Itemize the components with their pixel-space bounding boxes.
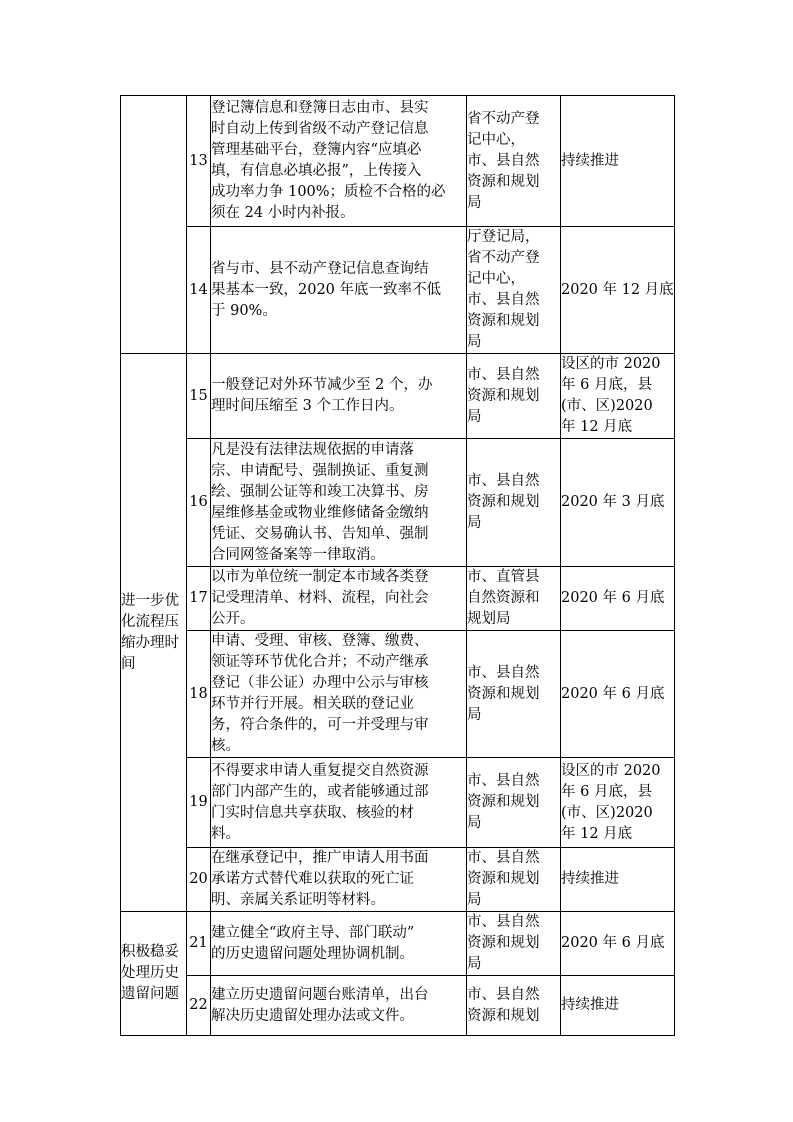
content-line: 果基本一致，2020 年底一致率不低 (211, 281, 442, 298)
content-cell (211, 631, 467, 758)
content-line: 料。 (211, 825, 240, 842)
deadline-line: 设区的市 2020 (561, 762, 661, 779)
row-number: 19 (187, 758, 211, 848)
content-cell (211, 912, 467, 976)
content-line: 登记（非公证）办理中公示与审核 (211, 675, 429, 691)
content-line: 解决历史遗留处理办法或文件。 (211, 1007, 414, 1024)
content-line: 记受理清单、材料、流程，向社会 (211, 590, 429, 606)
category-cell (121, 354, 187, 912)
deadline-line: 持续推进 (561, 871, 619, 887)
department-line: 局 (467, 408, 482, 425)
deadline-cell (561, 758, 675, 848)
department-line: 市、县自然 (467, 664, 540, 681)
content-line: 核。 (211, 738, 240, 754)
content-line: 领证等环节优化合并；不动产继承 (211, 654, 429, 670)
content-line: 一般登记对外环节减少至 2 个，办 (211, 377, 433, 393)
deadline-line: 年 6 月底，县 (561, 377, 652, 393)
content-line: 不得要求申请人重复提交自然资源 (211, 762, 429, 779)
content-line: 管理基础平台，登簿内容“应填必 (211, 142, 422, 158)
department-line: 资源和规划 (467, 494, 540, 510)
content-cell (211, 848, 467, 912)
task-table (120, 95, 675, 1036)
department-line: 市、直管县 (467, 569, 540, 585)
department-line: 资源和规划 (467, 1007, 540, 1024)
deadline-line: (市、区)2020 (561, 804, 653, 821)
department-line: 资源和规划 (467, 173, 540, 190)
content-line: 宗、申请配号、强制换证、重复测 (211, 462, 429, 479)
deadline-line: 2020 年 12 月底 (561, 281, 674, 298)
deadline-line: 年 12 月底 (561, 825, 633, 842)
table-row (121, 567, 675, 631)
content-cell (211, 439, 467, 567)
department-line: 资源和规划 (467, 313, 540, 329)
content-cell (211, 976, 467, 1036)
content-line: 建立历史遗留问题台账清单，出台 (211, 986, 429, 1003)
content-line: 公开。 (211, 611, 255, 627)
department-line: 局 (467, 194, 482, 211)
content-cell (211, 354, 467, 439)
department-cell (467, 912, 561, 976)
content-line: 理时间压缩至 3 个工作日内。 (211, 398, 404, 414)
content-line: 绘、强制公证等和竣工决算书、房 (211, 483, 429, 500)
row-number: 14 (187, 227, 211, 354)
department-line: 局 (467, 706, 482, 723)
content-cell (211, 567, 467, 631)
row-number: 21 (187, 912, 211, 976)
deadline-line: 2020 年 6 月底 (561, 590, 665, 606)
deadline-cell (561, 439, 675, 567)
department-line: 规划局 (467, 611, 511, 627)
content-line: 申请、受理、审核、登簿、缴费、 (211, 633, 429, 649)
row-number: 22 (187, 976, 211, 1036)
department-cell (467, 439, 561, 567)
content-line: 合同网签备案等一律取消。 (211, 546, 385, 563)
row-number: 17 (187, 567, 211, 631)
department-line: 市、县自然 (467, 773, 540, 789)
content-line: 省与市、县不动产登记信息查询结 (211, 260, 429, 277)
department-cell (467, 976, 561, 1036)
department-cell (467, 354, 561, 439)
department-line: 市、县自然 (467, 850, 540, 866)
deadline-cell (561, 567, 675, 631)
table-row (121, 912, 675, 976)
content-line: 建立健全“政府主导、部门联动” (211, 924, 415, 941)
department-line: 市、县自然 (467, 986, 540, 1003)
department-line: 资源和规划 (467, 794, 540, 810)
category-line: 化流程压 (121, 613, 179, 630)
category-line: 间 (121, 655, 136, 672)
category-line: 处理历史 (121, 965, 179, 981)
table-row (121, 354, 675, 439)
content-line: 凭证、交易确认书、告知单、强制 (211, 525, 429, 542)
department-line: 省不动产登 (467, 110, 540, 127)
deadline-cell (561, 631, 675, 758)
deadline-cell (561, 96, 675, 227)
table-row (121, 631, 675, 758)
department-line: 自然资源和 (467, 590, 540, 606)
department-cell (467, 631, 561, 758)
content-line: 部门内部产生的，或者能够通过部 (211, 783, 429, 800)
table-row (121, 96, 675, 227)
deadline-line: 持续推进 (561, 152, 619, 169)
table-row (121, 758, 675, 848)
content-line: 门实时信息共享获取、核验的材 (211, 804, 414, 821)
category-line: 遗留问题 (121, 986, 179, 1002)
department-line: 局 (467, 815, 482, 831)
department-cell (467, 567, 561, 631)
content-line: 凡是没有法律法规依据的申请落 (211, 441, 414, 458)
deadline-line: (市、区)2020 (561, 398, 653, 414)
content-line: 填，有信息必填必报”，上传接入 (211, 163, 422, 179)
content-line: 屋维修基金或物业维修储备金缴纳 (211, 504, 429, 521)
department-line: 记中心， (467, 271, 525, 287)
deadline-line: 2020 年 6 月底 (561, 935, 665, 951)
deadline-line: 2020 年 3 月底 (561, 494, 665, 510)
content-line: 承诺方式替代难以获取的死亡证 (211, 871, 414, 887)
content-cell (211, 758, 467, 848)
row-number: 20 (187, 848, 211, 912)
deadline-cell (561, 227, 675, 354)
department-line: 记中心， (467, 131, 525, 148)
department-line: 市、县自然 (467, 152, 540, 169)
department-line: 资源和规划 (467, 871, 540, 887)
content-line: 于 90%。 (211, 302, 277, 319)
content-cell (211, 96, 467, 227)
row-number: 15 (187, 354, 211, 439)
department-line: 资源和规划 (467, 935, 540, 951)
department-cell (467, 227, 561, 354)
category-cell (121, 96, 187, 354)
department-line: 局 (467, 515, 482, 531)
row-number: 18 (187, 631, 211, 758)
content-line: 明、亲属关系证明等材料。 (211, 892, 385, 908)
row-number: 13 (187, 96, 211, 227)
deadline-cell (561, 848, 675, 912)
deadline-cell (561, 912, 675, 976)
category-line: 进一步优 (121, 592, 179, 609)
department-line: 局 (467, 892, 482, 908)
table-row (121, 227, 675, 354)
content-line: 须在 24 小时内补报。 (211, 205, 355, 221)
department-cell (467, 848, 561, 912)
department-line: 市、县自然 (467, 366, 540, 383)
table-row (121, 848, 675, 912)
department-line: 资源和规划 (467, 387, 540, 404)
row-number: 16 (187, 439, 211, 567)
deadline-cell (561, 354, 675, 439)
deadline-line: 年 6 月底，县 (561, 783, 652, 800)
department-line: 省不动产登 (467, 250, 540, 266)
department-line: 局 (467, 956, 482, 972)
department-line: 厅登记局， (467, 229, 540, 245)
content-line: 的历史遗留问题处理协调机制。 (211, 945, 414, 962)
table-body (121, 96, 675, 1036)
department-line: 市、县自然 (467, 292, 540, 308)
content-line: 登记簿信息和登簿日志由市、县实 (211, 100, 429, 116)
content-line: 时自动上传到省级不动产登记信息 (211, 121, 429, 137)
content-cell (211, 227, 467, 354)
content-line: 在继承登记中，推广申请人用书面 (211, 850, 429, 866)
table-row (121, 976, 675, 1036)
table-row (121, 439, 675, 567)
deadline-line: 设区的市 2020 (561, 356, 661, 372)
deadline-line: 持续推进 (561, 997, 619, 1013)
content-line: 以市为单位统一制定本市域各类登 (211, 569, 429, 585)
department-line: 市、县自然 (467, 473, 540, 489)
category-line: 缩办理时 (121, 634, 179, 651)
deadline-line: 年 12 月底 (561, 419, 633, 435)
content-line: 成功率力争 100%；质检不合格的必 (211, 184, 446, 200)
department-cell (467, 96, 561, 227)
category-cell (121, 912, 187, 1036)
department-line: 资源和规划 (467, 685, 540, 702)
department-cell (467, 758, 561, 848)
deadline-cell (561, 976, 675, 1036)
deadline-line: 2020 年 6 月底 (561, 685, 665, 702)
department-line: 市、县自然 (467, 914, 540, 930)
content-line: 环节并行开展。相关联的登记业 (211, 696, 414, 712)
category-line: 积极稳妥 (121, 944, 179, 960)
department-line: 局 (467, 334, 482, 350)
content-line: 务，符合条件的，可一并受理与审 (211, 717, 429, 733)
